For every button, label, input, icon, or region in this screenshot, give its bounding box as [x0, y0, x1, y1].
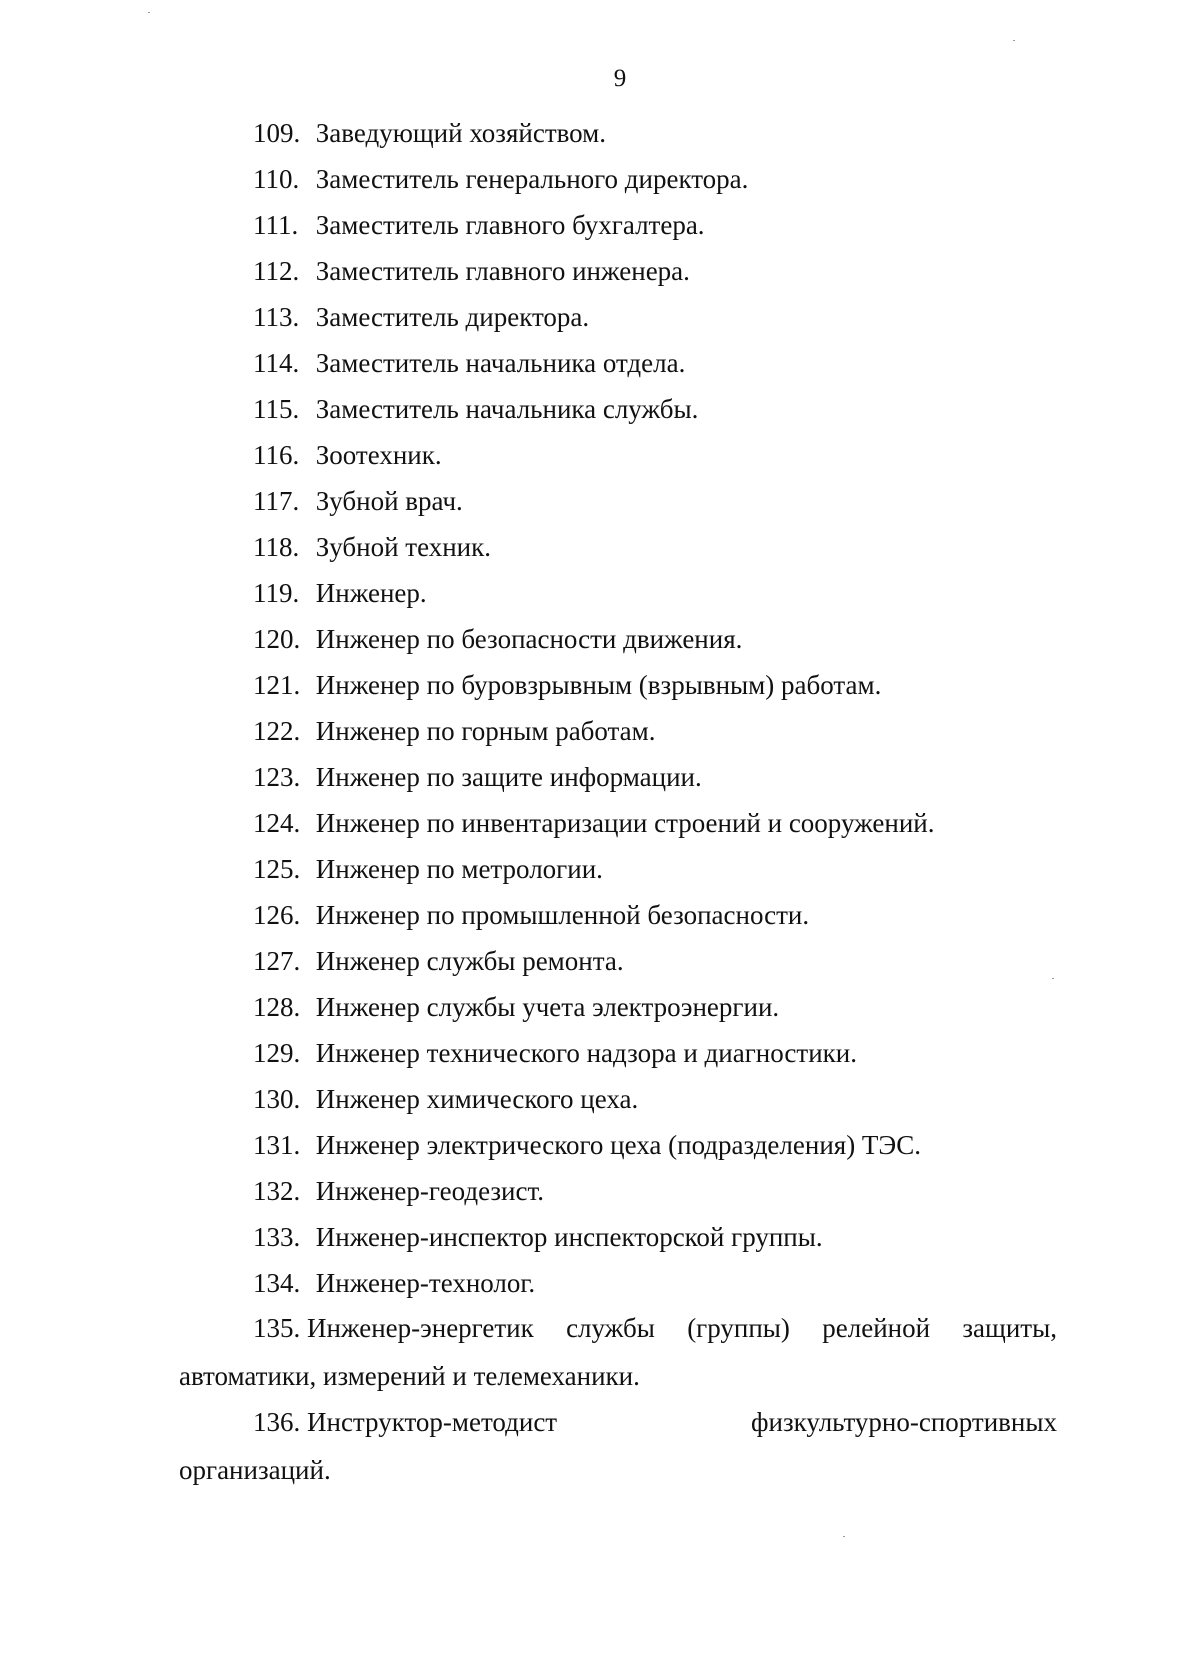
list-item: [253, 440, 442, 470]
item-number: 126.: [253, 900, 301, 930]
list-item: [253, 992, 779, 1022]
item-text: Заместитель генерального директора.: [315, 164, 749, 194]
list-item-wrapped: [179, 1304, 1057, 1400]
list-item-wrapped: [179, 1398, 1057, 1494]
item-text: Зоотехник.: [315, 440, 442, 470]
item-text: Инженер по горным работам.: [315, 716, 656, 746]
item-text: Инженер химического цеха.: [315, 1084, 639, 1114]
scan-speck: [843, 1536, 845, 1537]
item-number-and-first-word: [253, 1304, 534, 1352]
list-item: [253, 670, 881, 700]
item-number: 135.: [253, 1313, 301, 1343]
item-word: Инструктор-методист: [307, 1407, 558, 1437]
list-item: [253, 302, 589, 332]
list-item: [253, 118, 606, 148]
list-item: [253, 394, 698, 424]
item-text: Инженер по буровзрывным (взрывным) работам.: [315, 670, 882, 700]
item-text: Инженер службы учета электроэнергии.: [315, 992, 780, 1022]
list-item: [253, 762, 702, 792]
wrapped-continuation: организаций.: [179, 1455, 331, 1485]
list-item: [253, 210, 705, 240]
item-number: 115.: [253, 394, 300, 424]
item-number: 124.: [253, 808, 301, 838]
item-text: Инженер-геодезист.: [315, 1176, 544, 1206]
item-word: (группы): [687, 1313, 790, 1343]
list-item: [253, 1038, 857, 1068]
item-number: 122.: [253, 716, 301, 746]
item-text: Инженер по промышленной безопасности.: [315, 900, 810, 930]
item-number: 117.: [253, 486, 300, 516]
list-item: [253, 624, 742, 654]
item-text: Инженер.: [315, 578, 427, 608]
item-text: Заведующий хозяйством.: [315, 118, 606, 148]
list-item: [253, 486, 463, 516]
item-word: физкультурно-спортивных: [751, 1407, 1057, 1437]
item-number: 125.: [253, 854, 301, 884]
item-text: Зубной техник.: [315, 532, 491, 562]
item-text: Инженер по безопасности движения.: [315, 624, 743, 654]
item-word: службы: [566, 1313, 655, 1343]
item-number: 130.: [253, 1084, 301, 1114]
list-item: [253, 900, 809, 930]
list-item: [253, 1222, 823, 1252]
item-number: 131.: [253, 1130, 301, 1160]
item-number: 120.: [253, 624, 301, 654]
page-number: 9: [613, 65, 627, 92]
list-item: [253, 578, 427, 608]
list-item: [253, 1084, 638, 1114]
item-text: Заместитель директора.: [315, 302, 590, 332]
item-number: 123.: [253, 762, 301, 792]
scan-speck: [148, 12, 150, 13]
list-item: [253, 946, 624, 976]
item-number: 121.: [253, 670, 301, 700]
scan-speck: [1052, 978, 1054, 979]
item-text: Инженер-инспектор инспекторской группы.: [315, 1222, 823, 1252]
item-number: 129.: [253, 1038, 301, 1068]
wrapped-first-line: [179, 1398, 1057, 1446]
item-text: Инженер электрического цеха (подразделения) ТЭС.: [315, 1130, 922, 1160]
item-number: 110.: [253, 164, 300, 194]
item-number: 128.: [253, 992, 301, 1022]
item-number: 132.: [253, 1176, 301, 1206]
item-text: Заместитель главного бухгалтера.: [315, 210, 705, 240]
item-text: Заместитель начальника службы.: [315, 394, 699, 424]
item-word: релейной: [822, 1313, 931, 1343]
item-text: Инженер по защите информации.: [315, 762, 702, 792]
item-word: защиты,: [962, 1313, 1057, 1343]
item-text: Инженер-технолог.: [315, 1268, 536, 1298]
item-number: 134.: [253, 1268, 301, 1298]
item-number: 136.: [253, 1407, 301, 1437]
item-number: 109.: [253, 118, 301, 148]
list-item: [253, 164, 748, 194]
list-item: [253, 1176, 544, 1206]
item-number: 114.: [253, 348, 300, 378]
item-number: 113.: [253, 302, 300, 332]
item-number: 118.: [253, 532, 300, 562]
list-item: [253, 1130, 921, 1160]
list-item: [253, 716, 656, 746]
item-number: 111.: [253, 210, 299, 240]
list-item: [253, 854, 603, 884]
item-text: Заместитель начальника отдела.: [315, 348, 686, 378]
list-item: [253, 256, 690, 286]
list-item: [253, 532, 491, 562]
scan-speck: [1013, 40, 1015, 41]
item-text: Инженер по метрологии.: [315, 854, 603, 884]
item-number: 116.: [253, 440, 300, 470]
item-text: Инженер технического надзора и диагностики.: [315, 1038, 857, 1068]
item-text: Заместитель главного инженера.: [315, 256, 690, 286]
item-word: Инженер-энергетик: [307, 1313, 534, 1343]
item-text: Инженер по инвентаризации строений и сооружений.: [315, 808, 935, 838]
item-number: 112.: [253, 256, 300, 286]
list-item: [253, 808, 934, 838]
wrapped-first-line: [179, 1304, 1057, 1352]
item-number: 119.: [253, 578, 300, 608]
item-number-and-first-word: [253, 1398, 557, 1446]
list-item: [253, 348, 685, 378]
item-text: Инженер службы ремонта.: [315, 946, 624, 976]
item-number: 133.: [253, 1222, 301, 1252]
list-item: [253, 1268, 535, 1298]
item-number: 127.: [253, 946, 301, 976]
wrapped-continuation: автоматики, измерений и телемеханики.: [179, 1361, 640, 1391]
item-text: Зубной врач.: [315, 486, 463, 516]
